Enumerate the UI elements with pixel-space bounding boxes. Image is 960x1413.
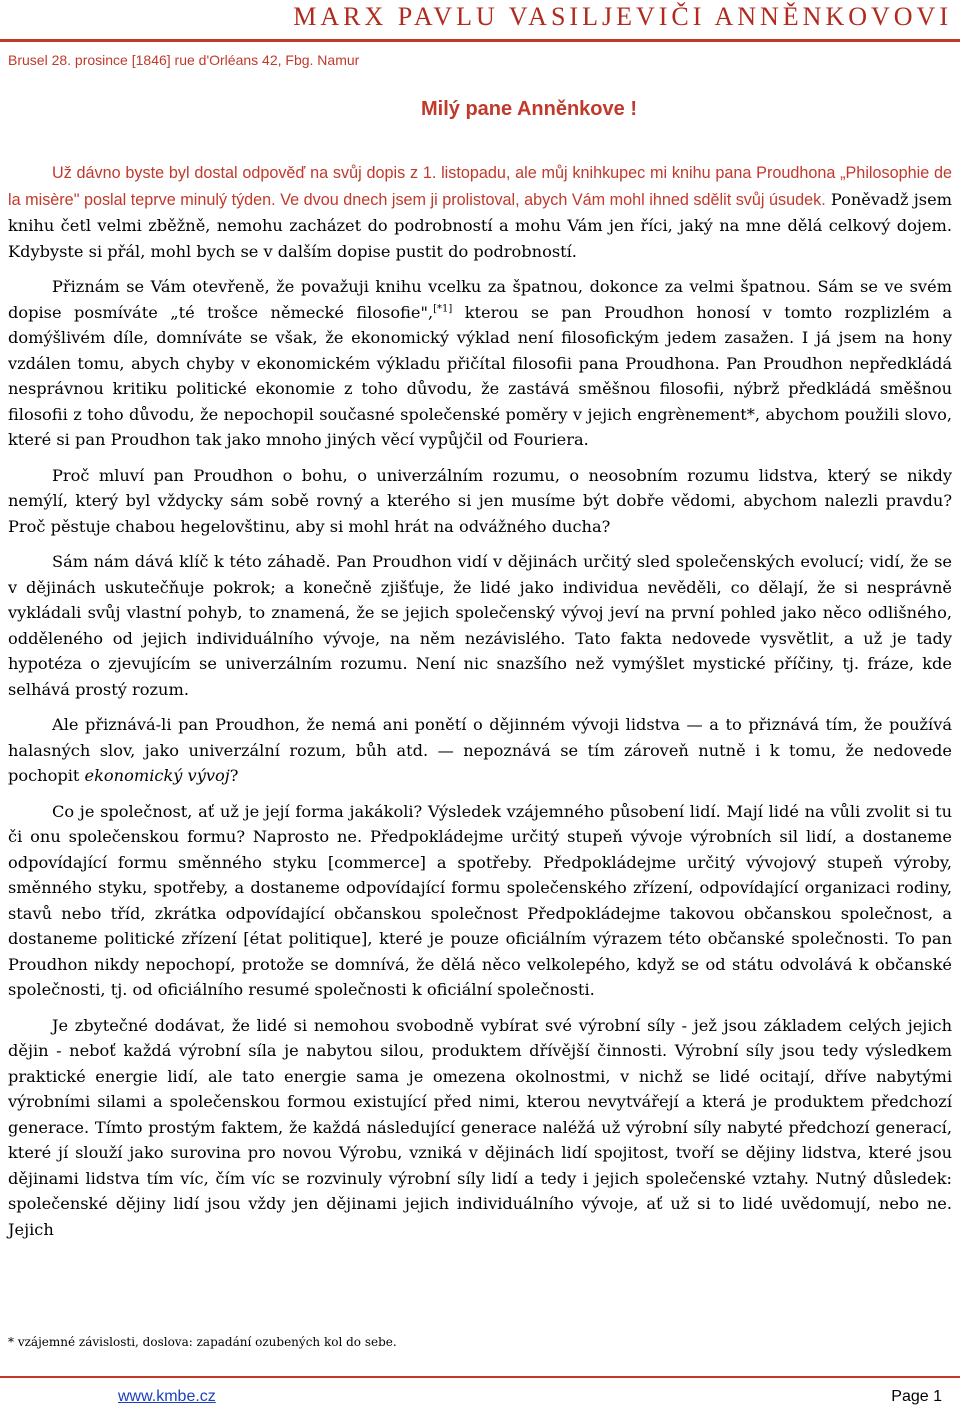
- salutation: Milý pane Anněnkove !: [421, 98, 637, 120]
- paragraph: [8, 274, 952, 453]
- letter-address: Brusel 28. prosince [1846] rue d'Orléans 42, Fbg. Namur: [8, 52, 360, 68]
- page-number: Page 1: [891, 1388, 942, 1405]
- paragraph-text: Přiznám se Vám otevřeně, že považuji knihu vcelku za špatnou, dokonce za velmi špatnou. Sám se ve svém dopise posmíváte „té trošce německé filosofie",: [8, 277, 952, 322]
- paragraph-text: Je zbytečné dodávat, že lidé si nemohou svobodně vybírat své výrobní síly - jež jsou základem celých jejich dějin - neboť každá výrobní síla je nabytou silou, produktem dřívější činnosti. Výrobní síly jsou tedy výsledkem praktické energie lidí, ale tato energie sama je omezena okolnostmi, v nichž se lidé ocitají, dříve nabytými výrobními silami a společenskou formou existující před nimi, kterou nevytvářejí a která je produktem předchozí generace. Tímto prostým faktem, že každá následující generace naléžá už výrobní síly nabyté předchozí generací, které jí slouží jako surovina pro novou Výrobu, vzniká v dějinách lidí spojitost, tvoří se dějiny lidstva, které jsou dějinami lidstva tím víc, čím víc se rozvinuly výrobní síly lidí a tedy i jejich společenské vztahy. Nutný důsledek: společenské dějiny lidí jsou vždy jen dějinami jejich individuálního vývoje, ať už si to lidé uvědomují, nebo ne. Jejich: [8, 1015, 952, 1239]
- paragraph-text: kterou se pan Proudhon honosí v tomto rozplizlém a domýšlivém díle, domníváte se však, že ekonomický výklad není filosofickým jedem zasažen. I já jsem na hony vzdálen tomu, abych chyby v ekonomickém výkladu přičítal filosofii pana Proudhona. Pan Proudhon nepředkládá nesprávnou kritiku politické ekonomie z toho důvodu, že zastává směšnou filosofii, nýbrž předkládá směšnou filosofii z toho důvodu, že nepochopil současné společenské poměry v jejich engrènement*, abychom použili slovo, které si pan Proudhon tak jako mnoho jiných věcí vypůjčil od Fouriera.: [8, 302, 952, 449]
- document-title: MARX PAVLU VASILJEVIČI ANNĚNKOVOVI: [293, 2, 952, 31]
- paragraph: [8, 549, 952, 702]
- paragraph-text: Ale přiznává-li pan Proudhon, že nemá ani ponětí o dějinném vývoji lidstva — a to přiznává tím, že používá halasných slov, jako univerzální rozum, bůh atd. — nepoznává se tím zároveň nutně i k tomu, že nedovede pochopit: [8, 715, 952, 785]
- paragraph-text: Poněvadž jsem knihu četl velmi zběžně, nemohu zacházet do podrobností a mohu Vám jen říci, jaký na mne dělá celkový dojem. Kdybyste si přál, mohl bych se v dalším dopise pustit do podrobností.: [8, 189, 952, 261]
- paragraph-emphasis: ekonomický vývoj: [84, 766, 230, 785]
- paragraph-text: Co je společnost, ať už je její forma jakákoli? Výsledek vzájemného působení lidí. Mají lidé na vůli zvolit si tu či onu společenskou formu? Naprosto ne. Předpokládejme určitý stupeň vývoje výrobních sil lidí, a dostaneme odpovídající formu směnného styku [commerce] a spotřeby. Předpokládejme určitý vývojový stupeň výroby, směnného styku, spotřeby, a dostaneme odpovídající formu společenského zřízení, odpovídající organizaci rodiny, stavů nebo tříd, zkrátka odpovídající občanskou společnost Předpokládejme takovou občanskou společnost, a dostaneme politické zřízení [état politique], které je pouze oficiálním výrazem této občanské společnosti. To pan Proudhon nikdy nepochopí, protože se domnívá, že dělá něco velkolepého, když se od státu odvolává k občanské společnosti, tj. od oficiálního resumé společnosti k oficiální společnosti.: [8, 801, 952, 999]
- paragraph: [8, 160, 952, 264]
- paragraph: [8, 712, 952, 789]
- footnote: * vzájemné závislosti, doslova: zapadání ozubených kol do sebe.: [8, 1335, 397, 1349]
- paragraph: [8, 1013, 952, 1243]
- website-link[interactable]: www.kmbe.cz: [118, 1388, 216, 1405]
- letter-body: [8, 160, 952, 1252]
- header-divider: [0, 39, 960, 42]
- footnote-ref[interactable]: [*1]: [433, 303, 453, 315]
- paragraph: [8, 799, 952, 1003]
- paragraph-text: ?: [229, 766, 239, 785]
- paragraph-text: Sám nám dává klíč k této záhadě. Pan Proudhon vidí v dějinách určitý sled společenských evolucí; vidí, že se v dějinách uskutečňuje pokrok; a konečně zjišťuje, že lidé jako individua nevěděli, co dělají, že si nesprávně vykládali svůj vlastní pohyb, to znamená, že se jejich společenský vývoj jeví na první pohled jako něco odlišného, odděleného od jejich individuálního vývoje, na něm nezávislého. Tato fakta nedovede vysvětlit, a už je tady hypotéza o zjevujícím se univerzálním rozumu. Není nic snazšího než vymýšlet mystické příčiny, tj. fráze, kde selhává prostý rozum.: [8, 552, 952, 699]
- paragraph-text: Už dávno byste byl dostal odpověď na svůj dopis z 1. listopadu, ale můj knihkupec mi knihu pana Proudhona „Philosophie de la misère" poslal teprve minulý týden. Ve dvou dnech jsem ji prolistoval, abych Vám mohl ihned sdělit svůj úsudek.: [8, 164, 952, 209]
- paragraph-text: Proč mluví pan Proudhon o bohu, o univerzálním rozumu, o neosobním rozumu lidstva, který se nikdy nemýlí, který byl vždycky sám sobě rovný a kterého si jen musíme být dobře vědomi, abychom nalezli pravdu? Proč pěstuje chabou hegelovštinu, aby si mohl hrát na odvážného ducha?: [8, 465, 952, 536]
- footer-divider: [0, 1376, 960, 1378]
- paragraph: [8, 463, 952, 540]
